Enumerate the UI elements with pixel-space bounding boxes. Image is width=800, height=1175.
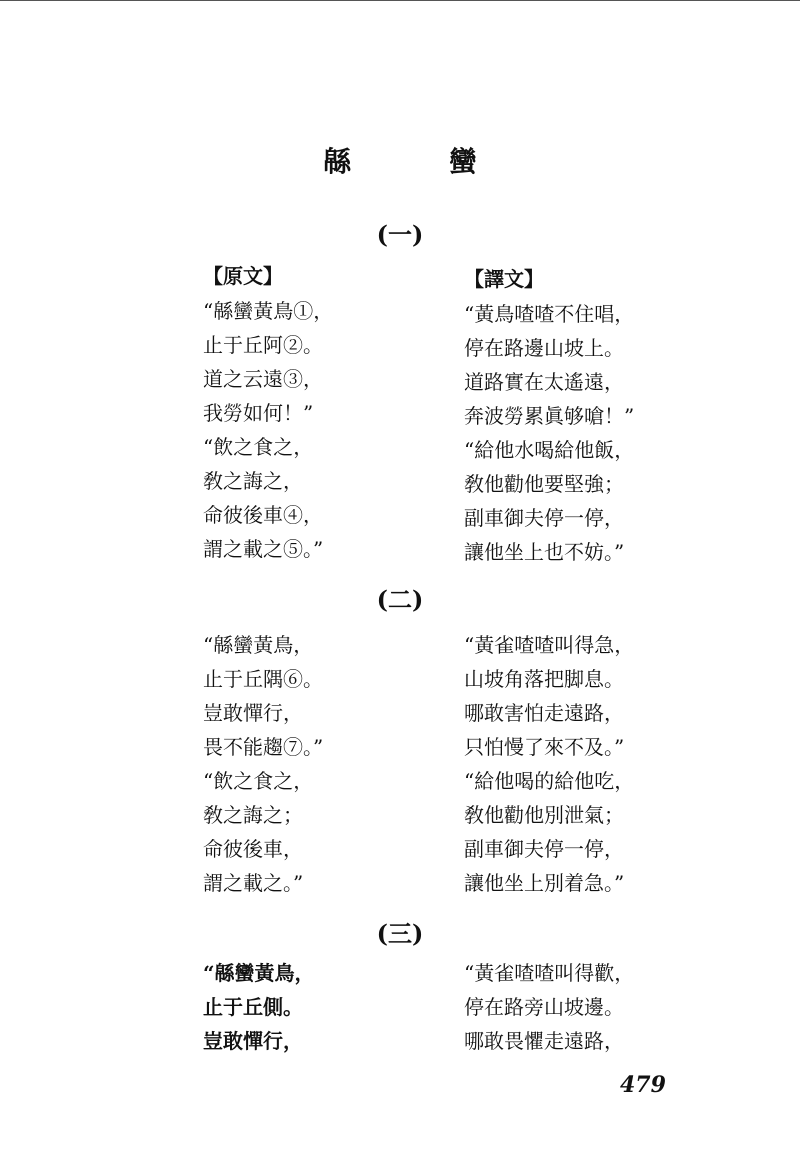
translation-line: “給他喝的給他吃， — [464, 769, 635, 793]
verse-line: 道之云遠③， — [203, 367, 323, 391]
translation-line: 停在路旁山坡邊。 — [464, 995, 624, 1019]
translation-line: 敎他勸他別泄氣； — [464, 803, 624, 827]
section-heading-3: (三) — [376, 919, 424, 948]
translation-line: 只怕慢了來不及。” — [464, 735, 625, 759]
section-heading-2: (二) — [376, 585, 424, 614]
translation-header: 【譯文】 — [464, 267, 544, 291]
verse-line: 止于丘側。 — [203, 995, 303, 1019]
page-title: 緜 蠻 — [323, 145, 521, 178]
verse-line: 豈敢憚行， — [203, 701, 303, 725]
translation-line: 讓他坐上別着急。” — [464, 871, 625, 895]
translation-line: 停在路邊山坡上。 — [464, 336, 624, 360]
verse-line: 止于丘隅⑥。 — [203, 667, 323, 691]
translation-line: “給他水喝給他飯， — [464, 438, 635, 462]
top-rule — [0, 0, 800, 1]
section-3-translation — [464, 956, 634, 1058]
verse-line: 豈敢憚行， — [203, 1029, 303, 1053]
verse-line: “飲之食之， — [203, 769, 314, 793]
translation-line: 奔波勞累眞够嗆！” — [464, 404, 635, 428]
translation-line: 副車御夫停一停， — [464, 506, 624, 530]
translation-line: 副車御夫停一停， — [464, 837, 624, 861]
verse-line: 畏不能趨⑦。” — [203, 735, 324, 759]
verse-line: 敎之誨之， — [203, 469, 303, 493]
section-2-original — [203, 628, 323, 900]
original-header: 【原文】 — [203, 264, 283, 288]
verse-line: 止于丘阿②。 — [203, 333, 323, 357]
translation-line: 敎他勸他要堅強； — [464, 472, 624, 496]
verse-line: “緜蠻黃鳥， — [203, 961, 315, 985]
verse-line: “飲之食之， — [203, 435, 314, 459]
verse-line: “緜蠻黃鳥①， — [203, 299, 334, 323]
translation-line: 讓他坐上也不妨。” — [464, 540, 625, 564]
translation-line: 哪敢畏懼走遠路， — [464, 1029, 624, 1053]
verse-line: 命彼後車④， — [203, 503, 323, 527]
section-heading-1: (一) — [376, 220, 424, 249]
verse-line: 謂之載之。” — [203, 871, 304, 895]
verse-line: “緜蠻黃鳥， — [203, 633, 314, 657]
section-3-original — [203, 956, 315, 1058]
verse-line: 謂之載之⑤。” — [203, 537, 324, 561]
translation-line: 哪敢害怕走遠路， — [464, 701, 624, 725]
verse-line: 命彼後車， — [203, 837, 303, 861]
verse-line: 我勞如何！” — [203, 401, 314, 425]
verse-line: 敎之誨之； — [203, 803, 303, 827]
section-1-translation — [464, 297, 634, 569]
translation-line: “黃雀喳喳叫得歡， — [464, 961, 635, 985]
translation-line: 道路實在太遙遠， — [464, 370, 624, 394]
translation-line: “黃鳥喳喳不住唱， — [464, 302, 635, 326]
page-number: 479 — [620, 1072, 666, 1098]
section-1-original — [203, 294, 333, 566]
translation-line: 山坡角落把脚息。 — [464, 667, 624, 691]
section-2-translation — [464, 628, 634, 900]
translation-line: “黃雀喳喳叫得急， — [464, 633, 635, 657]
